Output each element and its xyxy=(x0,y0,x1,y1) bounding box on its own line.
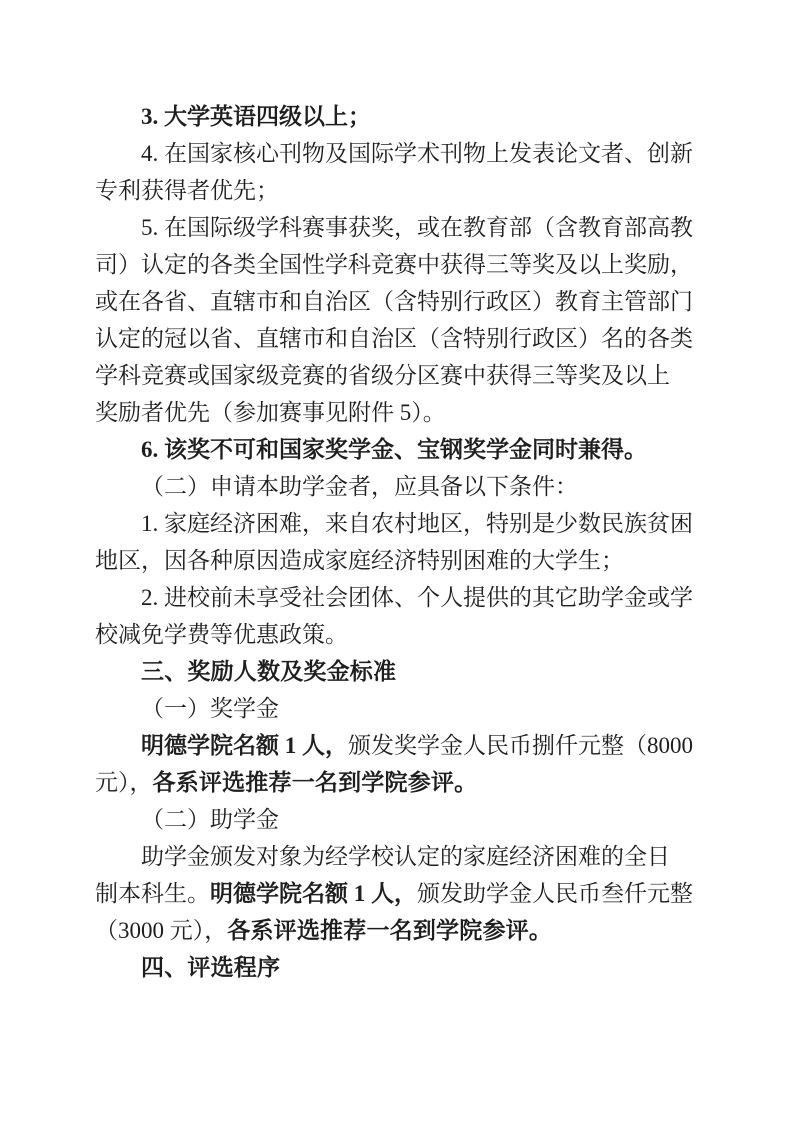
document-line xyxy=(95,801,735,838)
text-segment-hei: 四、评选程序 xyxy=(141,954,281,980)
text-segment-body: 或在各省、直辖市和自治区（含特别行政区）教育主管部门 xyxy=(95,289,693,314)
document-line xyxy=(95,135,735,172)
text-segment-body: （3000 元）， xyxy=(95,918,228,943)
document-line xyxy=(95,468,735,505)
document-line xyxy=(95,764,735,801)
text-segment-body: 2. 进校前未享受社会团体、个人提供的其它助学金或学 xyxy=(141,585,693,610)
document-line xyxy=(95,172,735,209)
document-line xyxy=(95,690,735,727)
document-line xyxy=(95,98,735,135)
text-segment-hei: 各系评选推荐一名到学院参评。 xyxy=(152,769,478,795)
text-segment-body: 奖励者优先（参加赛事见附件 5）。 xyxy=(95,400,446,425)
document-line xyxy=(95,727,735,764)
text-segment-body: 元）， xyxy=(95,770,153,795)
document-line xyxy=(95,394,735,431)
text-segment-hei: 三、奖励人数及奖金标准 xyxy=(141,658,397,684)
text-segment-body: 地区，因各种原因造成家庭经济特别困难的大学生； xyxy=(95,548,624,573)
text-segment-body: 校减免学费等优惠政策。 xyxy=(95,622,348,647)
document-line xyxy=(95,653,735,690)
text-segment-body: 颁发奖学金人民币捌仟元整（8000 xyxy=(348,733,693,758)
text-segment-bold: 3. 大学英语四级以上； xyxy=(141,104,371,129)
text-segment-hei: 各系评选推荐一名到学院参评。 xyxy=(227,917,553,943)
text-segment-body: 认定的冠以省、直辖市和自治区（含特别行政区）名的各类 xyxy=(95,326,693,351)
document-line xyxy=(95,320,735,357)
document-line xyxy=(95,209,735,246)
text-segment-body: 5. 在国际级学科赛事获奖，或在教育部（含教育部高教 xyxy=(141,215,693,240)
document-line xyxy=(95,579,735,616)
text-segment-bold: 明德学院名额 1 人， xyxy=(141,733,348,758)
document-line xyxy=(95,283,735,320)
document-line xyxy=(95,912,735,949)
text-segment-body: 专利获得者优先； xyxy=(95,178,279,203)
document-line xyxy=(95,246,735,283)
text-segment-body: 1. 家庭经济困难，来自农村地区，特别是少数民族贫困 xyxy=(141,511,693,536)
text-segment-body: （二）申请本助学金者，应具备以下条件： xyxy=(141,474,578,499)
text-segment-bold: 6. 该奖不可和国家奖学金、宝钢奖学金同时兼得。 xyxy=(141,437,647,462)
text-segment-body: 学科竞赛或国家级竞赛的省级分区赛中获得三等奖及以上 xyxy=(95,363,670,388)
document-body xyxy=(95,98,735,986)
text-segment-body: 助学金颁发对象为经学校认定的家庭经济困难的全日 xyxy=(141,844,670,869)
text-segment-body: 司）认定的各类全国性学科竞赛中获得三等奖及以上奖励， xyxy=(95,252,693,277)
text-segment-body: 制本科生。 xyxy=(95,881,210,906)
text-segment-body: 颁发助学金人民币叁仟元整 xyxy=(417,881,693,906)
document-line xyxy=(95,431,735,468)
text-segment-bold: 明德学院名额 1 人， xyxy=(210,881,417,906)
document-line xyxy=(95,838,735,875)
text-segment-body: （二）助学金 xyxy=(141,807,279,832)
document-line xyxy=(95,542,735,579)
document-line xyxy=(95,616,735,653)
text-segment-body: 4. 在国家核心刊物及国际学术刊物上发表论文者、创新 xyxy=(141,141,693,166)
text-segment-body: （一）奖学金 xyxy=(141,696,279,721)
document-line xyxy=(95,875,735,912)
document-line xyxy=(95,949,735,986)
document-line xyxy=(95,357,735,394)
document-line xyxy=(95,505,735,542)
